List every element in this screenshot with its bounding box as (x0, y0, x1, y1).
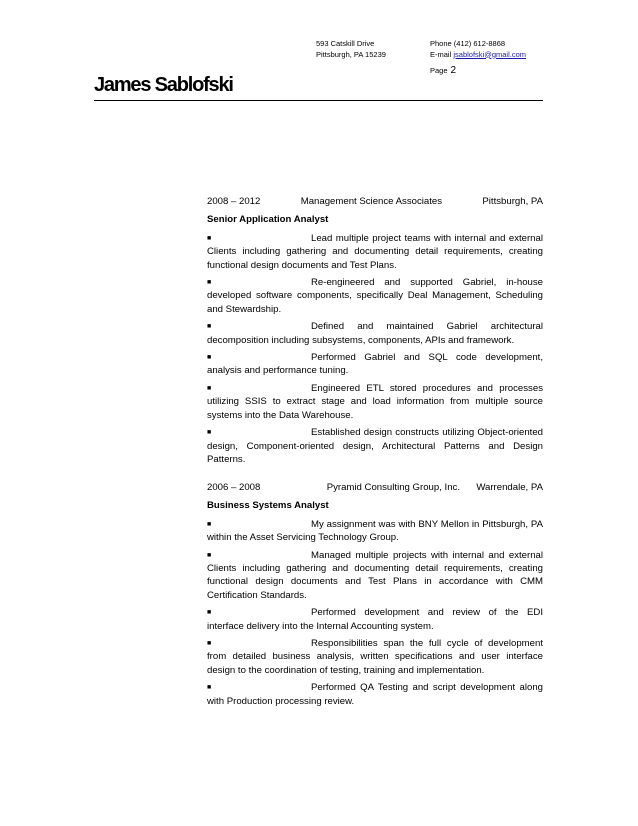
email-line (430, 50, 526, 61)
bullet-square-icon: ■ (207, 384, 212, 392)
page-label: Page (430, 66, 448, 75)
bullet-square-icon: ■ (207, 354, 212, 362)
job-responsibilities (207, 518, 543, 708)
bullet-square-icon: ■ (207, 551, 212, 559)
email-label: E-mail (430, 49, 452, 59)
responsibility-item (207, 637, 543, 677)
job-company: Pyramid Consulting Group, Inc. (326, 482, 460, 493)
responsibility-text: Engineered ETL stored procedures and processes utilizing SSIS to extract stage and load information from multiple source systems into the Data Warehouse. (207, 382, 543, 421)
job-location: Warrendale, PA (476, 482, 543, 493)
job-dates: 2006 – 2008 (207, 482, 261, 493)
bullet-square-icon: ■ (207, 279, 212, 287)
job-responsibilities (207, 232, 543, 467)
responsibility-item (207, 276, 543, 316)
page-indicator (430, 65, 456, 76)
bullet-square-icon: ■ (207, 520, 212, 528)
bullet-square-icon: ■ (207, 684, 212, 692)
bullet-square-icon: ■ (207, 640, 212, 648)
header-divider (94, 100, 543, 101)
job-location: Pittsburgh, PA (482, 196, 543, 207)
candidate-name: James Sablofski (94, 74, 233, 96)
address-block (316, 39, 386, 60)
responsibility-item (207, 606, 543, 633)
job-header (207, 195, 543, 208)
responsibility-text: Performed QA Testing and script development along with Production processing review. (207, 682, 543, 707)
phone-number: Phone (412) 612-8868 (430, 39, 506, 48)
responsibility-text: Established design constructs utilizing Object-oriented design, Component-oriented design, Architectural Patterns and Design Patterns. (207, 427, 543, 465)
job-header (207, 481, 543, 494)
responsibility-text: Lead multiple project teams with internal and external Clients including gathering and documenting detail requirements, creating functional design documents and Test Plans. (207, 232, 543, 271)
responsibility-text: Responsibilities span the full cycle of development from detailed business analysis, written specifications and user interface design to the coordination of testing, training and implementation. (207, 638, 543, 676)
responsibility-item (207, 549, 543, 603)
responsibility-item (207, 426, 543, 466)
responsibility-item (207, 232, 543, 272)
address-line-2: Pittsburgh, PA 15239 (316, 49, 386, 59)
responsibility-item (207, 382, 543, 422)
responsibility-item (207, 351, 543, 378)
page-number: 2 (450, 65, 457, 76)
responsibility-item (207, 518, 543, 545)
job-company: Management Science Associates (300, 196, 443, 207)
responsibility-text: Performed Gabriel and SQL code development, analysis and performance tuning. (207, 352, 543, 377)
responsibility-item (207, 320, 543, 347)
job-entry (207, 195, 543, 470)
job-dates: 2008 – 2012 (207, 196, 261, 207)
responsibility-text: Re-engineered and supported Gabriel, in-house developed software components, specifically Deal Management, Scheduling and Stewardship. (207, 277, 543, 315)
responsibility-item (207, 681, 543, 708)
job-title: Business Systems Analyst (207, 500, 329, 512)
job-title: Senior Application Analyst (207, 214, 329, 226)
responsibility-text: My assignment was with BNY Mellon in Pittsburgh, PA within the Asset Servicing Technology Group. (207, 518, 543, 544)
responsibility-text: Performed development and review of the EDI interface delivery into the Internal Accounting system. (207, 607, 543, 632)
job-entry (207, 481, 543, 712)
bullet-square-icon: ■ (207, 609, 212, 617)
responsibility-text: Managed multiple projects with internal and external Clients including gathering and documenting detail requirements, creating functional design documents and Test Plans in accordance with CMM Certification Standards. (207, 549, 543, 601)
address-line-1: 593 Catskill Drive (316, 39, 375, 48)
bullet-square-icon: ■ (207, 429, 212, 437)
email-link[interactable]: jsablofski@gmail.com (453, 49, 526, 59)
bullet-square-icon: ■ (207, 323, 212, 331)
responsibility-text: Defined and maintained Gabriel architectural decomposition including subsystems, components, APIs and framework. (207, 321, 543, 346)
contact-block (430, 39, 526, 60)
bullet-square-icon: ■ (207, 234, 212, 242)
